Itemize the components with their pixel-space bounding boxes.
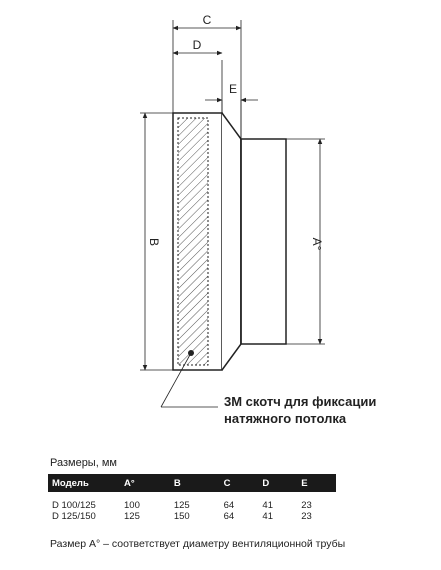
- tape-callout: [224, 393, 376, 427]
- header-d: D: [258, 474, 297, 492]
- table-row: [48, 511, 336, 522]
- cell-d: 41: [262, 511, 273, 522]
- cell-c: 64: [223, 500, 235, 511]
- header-a: A°: [120, 474, 170, 492]
- header-b: B: [170, 474, 220, 492]
- flange-body: [173, 113, 222, 370]
- dimensions-table: [48, 474, 336, 522]
- transition-cone: [222, 113, 241, 370]
- sizes-title: Размеры, мм: [50, 457, 117, 469]
- dimension-c-label: C: [202, 13, 212, 27]
- cell-b: 150: [173, 511, 190, 522]
- dimension-e: [205, 82, 258, 100]
- footnote: Размер A° – соответствует диаметру вентиляционной трубы: [50, 538, 346, 550]
- cell-b: 125: [173, 500, 190, 511]
- cell-a: 100: [124, 500, 140, 511]
- dimension-a-label: A°: [310, 237, 324, 251]
- cell-model: D 100/125: [52, 500, 96, 511]
- dimension-d-label: D: [192, 38, 202, 52]
- cell-a: 125: [124, 511, 140, 522]
- header-c: C: [220, 474, 259, 492]
- outlet-pipe: [241, 139, 286, 344]
- cell-e: 23: [301, 500, 312, 511]
- dimension-a: [310, 139, 324, 344]
- cell-d: 41: [262, 500, 273, 511]
- table-row: [48, 500, 336, 511]
- header-e: E: [297, 474, 336, 492]
- tape-callout-line1: 3M скотч для фиксации: [224, 394, 377, 409]
- tape-callout-line2: натяжного потолка: [224, 411, 347, 426]
- table-header-row: [48, 474, 336, 492]
- dimension-b: [145, 113, 161, 370]
- cell-model: D 125/150: [52, 511, 96, 522]
- tape-strip: [178, 118, 208, 365]
- dimension-e-label: E: [228, 82, 238, 96]
- cell-c: 64: [223, 511, 235, 522]
- dimension-c: [173, 13, 241, 28]
- dimension-d: [173, 38, 222, 53]
- header-model: Модель: [48, 474, 120, 492]
- dimension-b-label: B: [147, 237, 161, 247]
- cell-e: 23: [301, 511, 312, 522]
